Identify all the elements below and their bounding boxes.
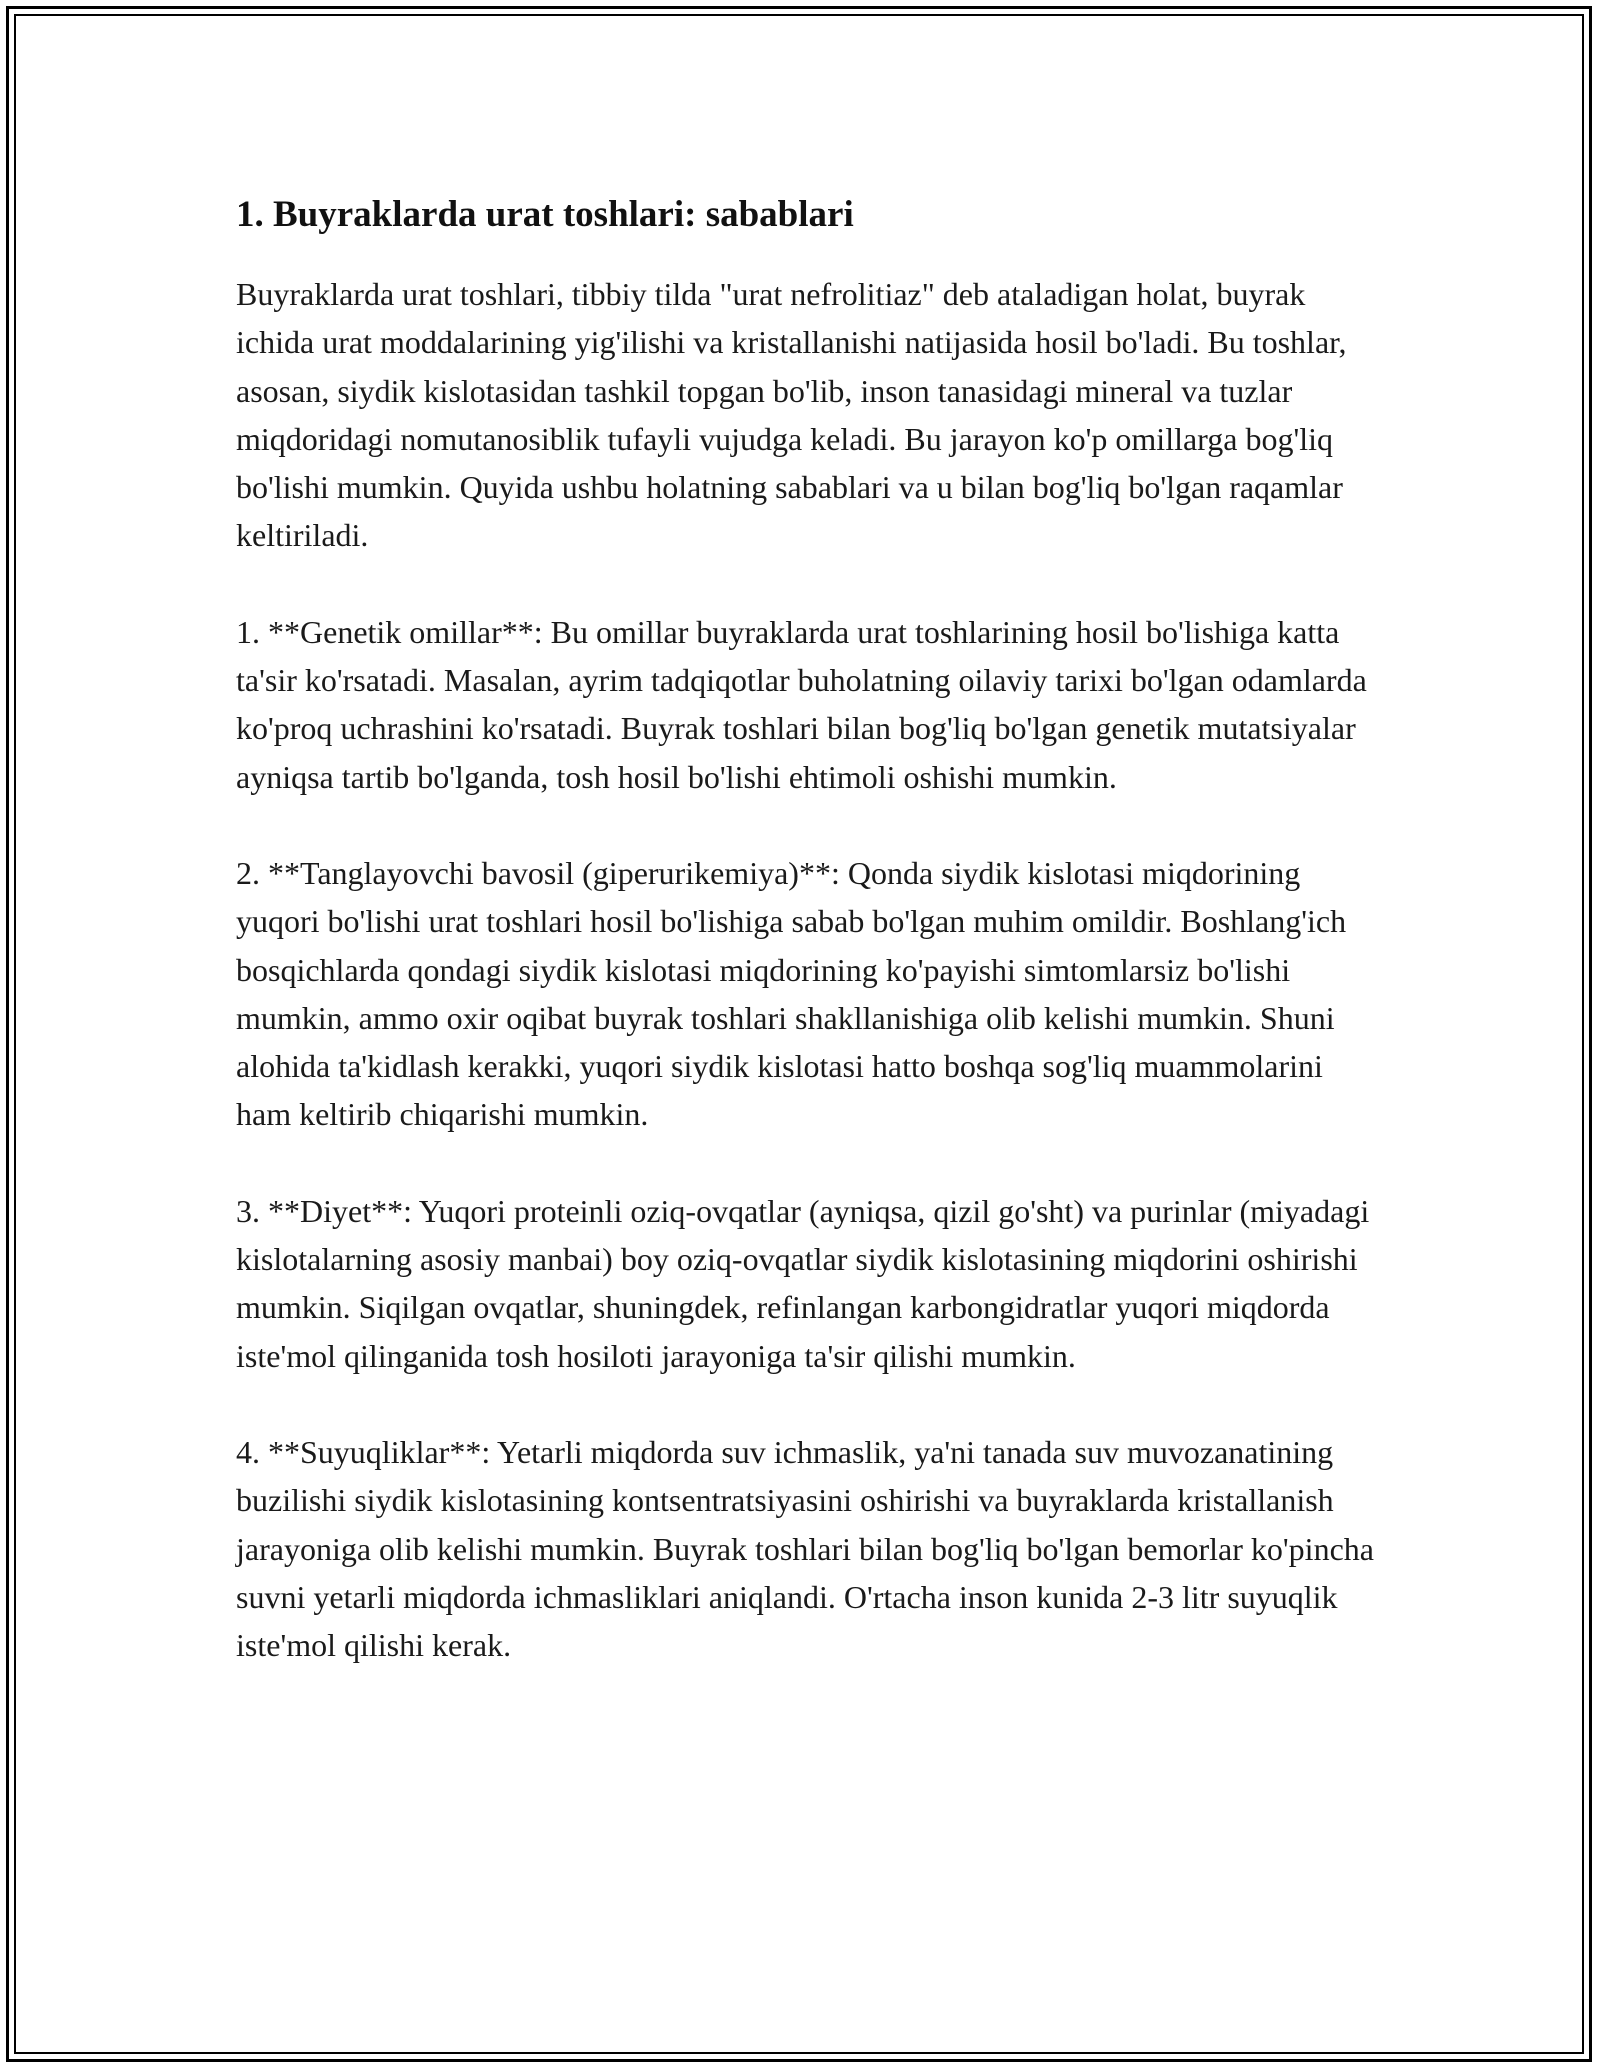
document-body [236, 186, 1376, 1717]
paragraph-hyperuricemia: 2. **Tanglayovchi bavosil (giperurikemiya)**: Qonda siydik kislotasi miqdorining yuqori bo'lishi urat toshlari hosil bo'lishiga sabab bo'lgan muhim omildir. Boshlang'ich bosqichlarda qondagi siydik kislotasi miqdorining ko'payishi simtomlarsiz bo'lishi mumkin, ammo oxir oqibat buyrak toshlari shakllanishiga olib kelishi mumkin. Shuni alohida ta'kidlash kerakki, yuqori siydik kislotasi hatto boshqa sog'liq muammolarini ham keltirib chiqarishi mumkin. [236, 854, 1347, 1133]
paragraph-fluids: 4. **Suyuqliklar**: Yetarli miqdorda suv ichmaslik, ya'ni tanada suv muvozanatining buzilishi siydik kislotasining kontsentratsiyasini oshirishi va buyraklarda kristallanish jarayoniga olib kelishi mumkin. Buyrak toshlari bilan bog'liq bo'lgan bemorlar ko'pincha suvni yetarli miqdorda ichmasliklari aniqlandi. O'rtacha inson kunida 2-3 litr suyuqlik iste'mol qilishi kerak. [236, 1433, 1374, 1664]
paragraph-genetic-factors: 1. **Genetik omillar**: Bu omillar buyraklarda urat toshlarining hosil bo'lishiga katta ta'sir ko'rsatadi. Masalan, ayrim tadqiqotlar buholatning oilaviy tarixi bo'lgan odamlarda ko'proq uchrashini ko'rsatadi. Buyrak toshlari bilan bog'liq bo'lgan genetik mutatsiyalar ayniqsa tartib bo'lganda, tosh hosil bo'lishi ehtimoli oshishi mumkin. [236, 613, 1367, 795]
document-title: 1. Buyraklarda urat toshlari: sabablari [236, 194, 854, 235]
paragraph-intro: Buyraklarda urat toshlari, tibbiy tilda "urat nefrolitiaz" deb ataladigan holat, buyrak ichida urat moddalarining yig'ilishi va kristallanishi natijasida hosil bo'ladi. Bu toshlar, asosan, siydik kislotasidan tashkil topgan bo'lib, inson tanasidagi mineral va tuzlar miqdoridagi nomutanosiblik tufayli vujudga keladi. Bu jarayon ko'p omillarga bog'liq bo'lishi mumkin. Quyida ushbu holatning sabablari va u bilan bog'liq bo'lgan raqamlar keltiriladi. [236, 276, 1347, 554]
paragraph-diet: 3. **Diyet**: Yuqori proteinli oziq-ovqatlar (ayniqsa, qizil go'sht) va purinlar (miyadagi kislotalarning asosiy manbai) boy oziq-ovqatlar siydik kislotasining miqdorini oshirishi mumkin. Siqilgan ovqatlar, shuningdek, refinlangan karbongidratlar yuqori miqdorda iste'mol qilinganida tosh hosiloti jarayoniga ta'sir qilishi mumkin. [236, 1192, 1370, 1374]
